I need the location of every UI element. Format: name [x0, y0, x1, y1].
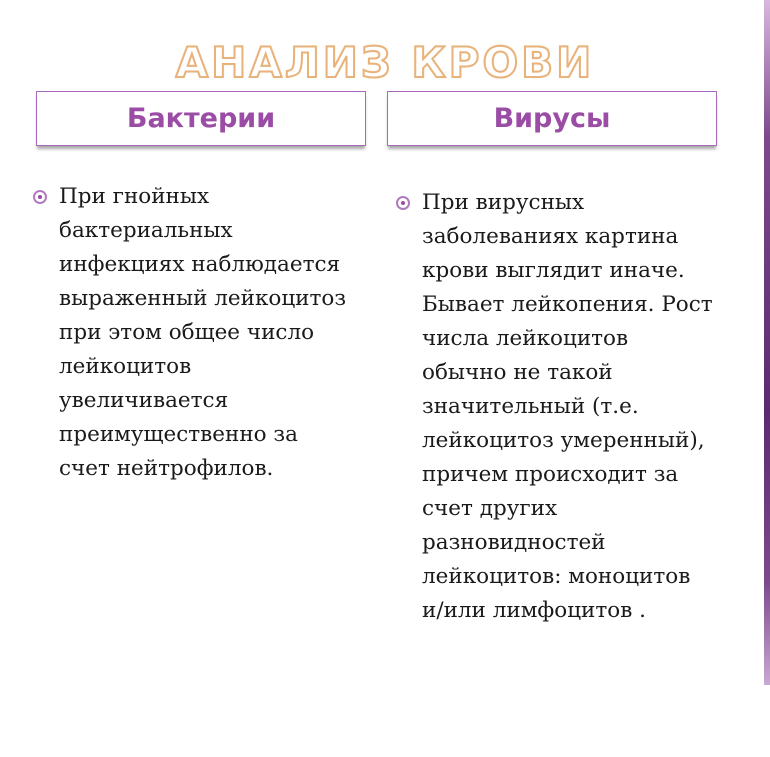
column-bacteria	[33, 180, 378, 486]
decorative-edge-bar	[764, 0, 770, 685]
viruses-text: При вирусных заболеваниях картина крови выглядит иначе. Бывает лейкопения. Рост числа лейкоцитов обычно не такой значительный (т.е. лейкоцитоз умеренный), причем происходит за счет других разновидностей лейкоцитов: моноцитов и/или лимфоцитов .	[422, 190, 713, 623]
bacteria-text: При гнойных бактериальных инфекциях наблюдается выраженный лейкоцитоз при этом общее число лейкоцитов увеличивается преимущественно за счет нейтрофилов.	[59, 184, 347, 481]
bullet-item-bacteria	[33, 180, 378, 486]
bullet-circle-icon	[396, 196, 410, 210]
bullet-item-viruses	[396, 186, 761, 628]
column-viruses	[396, 186, 761, 628]
header-bacteria: Бактерии	[36, 91, 366, 146]
bullet-circle-icon	[33, 190, 47, 204]
slide-title: АНАЛИЗ КРОВИ	[175, 38, 595, 87]
header-viruses: Вирусы	[387, 91, 717, 146]
